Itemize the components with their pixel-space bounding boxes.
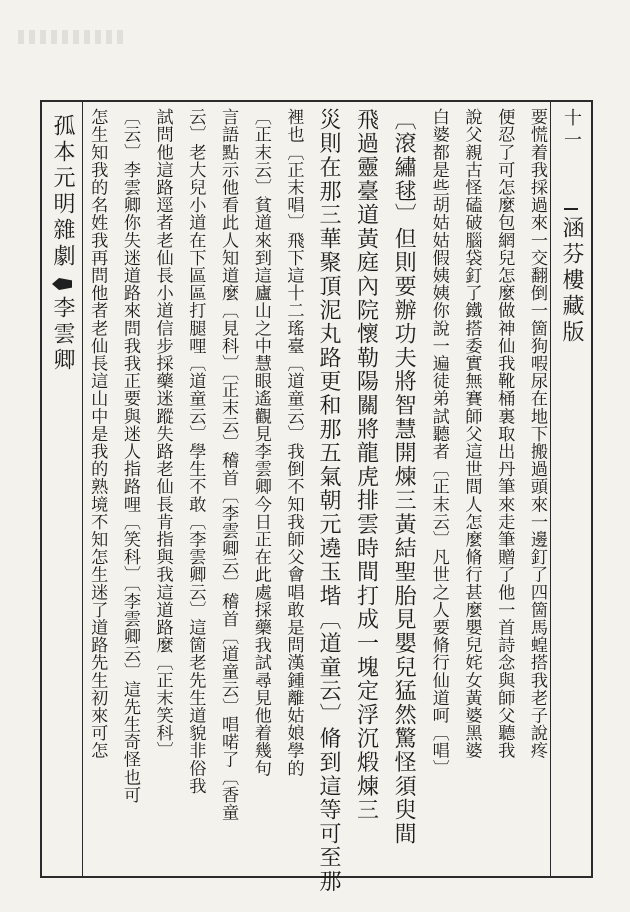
collection-title: 孤本元明雜劇 <box>50 114 75 270</box>
publisher-mark: 涵芬樓藏版 <box>559 215 584 346</box>
text-column: 裡也〔正末唱〕飛下這十二瑤臺〔道童云〕我倒不知我師父會唱敢是問漢鍾離姑娘學的 <box>283 108 304 777</box>
text-column: 試問他這路逕者老仙長小道信步採藥迷蹤失路老仙長肯指與我這道路麼〔正末笑科〕 <box>152 108 173 760</box>
bleed-through-mark <box>18 30 128 44</box>
text-column: 怎生知我的名姓我再問他者老仙長這山中是我的熟境不知怎生迷了道路先生初來可怎 <box>87 108 108 760</box>
text-column: 飛過靈臺道黃庭內院懷勒陽關將龍虎排雲時間打成一塊定浮沉煅煉三 <box>353 108 379 822</box>
text-column: 白婆都是些胡姑姑假姨姨你說一遍徒弟試聽者〔正末云〕凡世之人要脩行仙道呵〔唱〕 <box>428 108 449 777</box>
text-column: 災則在那三華聚頂泥丸路更和那五氣朝元遶玉堦〔道童云〕脩到這等可至那 <box>316 108 342 894</box>
text-column: 〔云〕李雲卿你失迷道路來問我我正要與迷人指路哩〔笑科〕〔李雲卿云〕這先生奇怪也可 <box>119 108 140 804</box>
text-column: 〔滾繡毬〕但則要辦功夫將智慧開煉三黃結聖胎見嬰兒猛然驚怪須臾間 <box>391 108 417 846</box>
divider-line <box>564 208 578 210</box>
text-column: 要慌着我採過來一交翻倒一箇狗㗇尿在地下搬過頭來一邊釘了四箇馬蝗搭我老子說疼 <box>526 108 547 760</box>
left-margin-strip <box>42 102 83 876</box>
page-frame <box>40 100 593 894</box>
right-margin-strip <box>550 102 591 876</box>
play-title: 李雲卿 <box>50 296 75 374</box>
fish-tail-mark-icon <box>52 278 72 290</box>
page-number: 十一 <box>561 108 582 152</box>
text-column: 〔正末云〕貧道來到這廬山之中慧眼遙觀見李雲卿今日正在此處採藥我試尋見他着幾句 <box>250 108 271 777</box>
text-column: 便忍了可怎麼包網兒怎麼做神仙我靴桶裏取出丹筆來走筆贈了他一首詩念與師父聽我 <box>494 108 515 760</box>
main-text <box>86 102 547 894</box>
text-column: 說父親古怪磕破腦袋釘了鐵搭委實無賽師父這世間人怎麼脩行甚麼嬰兒姹女黃婆黑婆 <box>461 108 482 760</box>
text-column: 云〕老大兒小道在下區區打腿哩〔道童云〕學生不敢〔李雲卿云〕這箇老先生道貌非俗我 <box>185 108 206 795</box>
text-column: 言語點示他看此人知道麼〔見科〕〔正末云〕稽首〔李雲卿云〕稽首〔道童云〕唱喏了〔香童 <box>218 108 239 821</box>
